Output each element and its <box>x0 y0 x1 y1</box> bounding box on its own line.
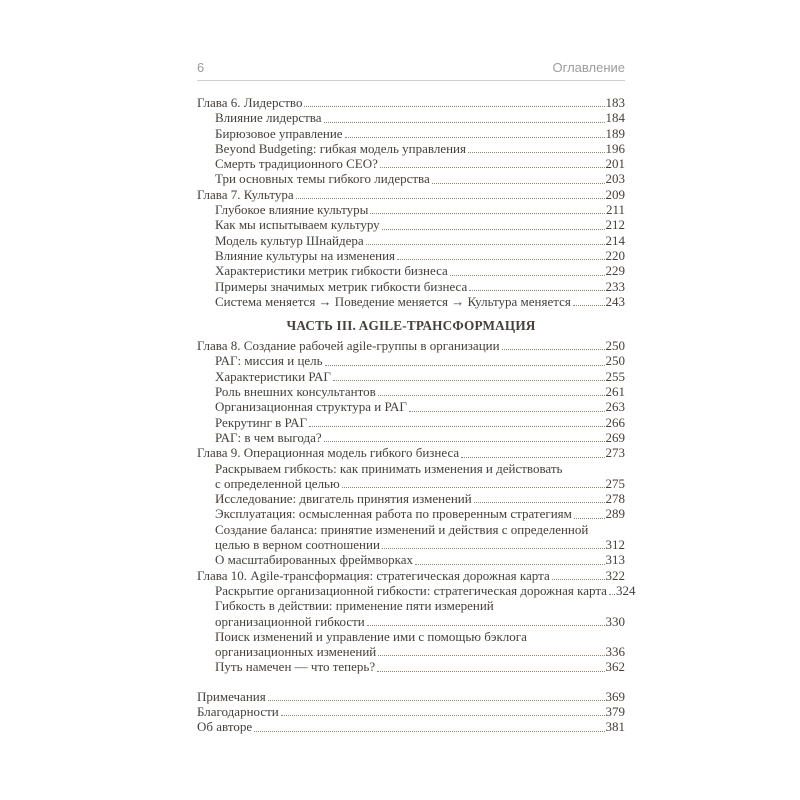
toc-entry-text: Характеристики РАГ <box>215 368 331 384</box>
toc-entry <box>197 445 625 460</box>
dot-leader <box>409 411 605 412</box>
dot-leader <box>324 441 605 442</box>
toc-page-number: 322 <box>605 567 625 583</box>
toc-entry <box>197 202 625 217</box>
toc-entry-text: Три основных темы гибкого лидерства <box>215 171 430 187</box>
toc-entry-text: Как мы испытываем культуру <box>215 217 380 233</box>
header-divider <box>197 80 625 81</box>
page-content <box>197 60 636 735</box>
dot-leader <box>397 259 604 260</box>
toc-entry <box>197 95 625 110</box>
toc-page-number: 250 <box>605 338 625 354</box>
toc-entry-text: организационной гибкости <box>215 613 365 629</box>
toc-entry-text: Глава 7. Культура <box>197 186 294 202</box>
toc-page-number: 211 <box>605 202 625 218</box>
toc-entry <box>197 369 625 384</box>
toc-entry-text: Система меняется → Поведение меняется → Культура меняется <box>215 293 571 309</box>
toc-entry <box>197 187 625 202</box>
dot-leader <box>450 275 605 276</box>
toc-page-number: 189 <box>605 125 625 141</box>
toc-entry <box>197 506 625 521</box>
section-gap <box>197 675 625 689</box>
toc-page-number: 263 <box>605 399 625 415</box>
toc-page-number: 275 <box>605 475 625 491</box>
toc-entry-text: Характеристики метрик гибкости бизнеса <box>215 263 448 279</box>
toc-page-number: 273 <box>605 445 625 461</box>
toc-entry-text: Об авторе <box>197 719 253 735</box>
dot-leader <box>469 290 604 291</box>
toc-entry <box>197 279 625 294</box>
toc-entry-text: Роль внешних консультантов <box>215 384 376 400</box>
toc-entry-text: Глава 9. Операционная модель гибкого бизнеса <box>197 445 460 461</box>
toc-page-number: 212 <box>605 217 625 233</box>
toc-entry-text: Смерть традиционного CEO? <box>215 156 378 172</box>
toc-entry <box>197 233 625 248</box>
dot-leader <box>382 548 605 549</box>
toc-page-number: 233 <box>605 278 625 294</box>
toc-page-number: 203 <box>605 171 625 187</box>
toc-entry <box>197 217 625 232</box>
toc-entry-text: Путь намечен — что теперь? <box>215 659 376 675</box>
toc-page-number: 278 <box>605 491 625 507</box>
toc-entry-text: Раскрытие организационной гибкости: стратегическая дорожная карта <box>215 582 607 598</box>
toc-entry-text: Рекрутинг в РАГ <box>215 414 308 430</box>
toc-entry-line: Раскрываем гибкость: как принимать изменения и действовать <box>215 460 563 476</box>
toc-entry <box>197 552 625 567</box>
toc-entry-text: Организационная структура и РАГ <box>215 399 407 415</box>
toc-entry <box>197 171 625 186</box>
toc-entry <box>197 141 625 156</box>
dot-leader <box>309 426 604 427</box>
dot-leader <box>333 380 605 381</box>
toc-entry-line: Поиск изменений и управление ими с помощью бэклога <box>215 628 527 644</box>
dot-leader <box>573 305 605 306</box>
toc-page-number: 312 <box>605 537 625 553</box>
toc-entry-text: Примеры значимых метрик гибкости бизнеса <box>215 278 468 294</box>
page-number: 6 <box>197 60 205 75</box>
toc-entry-text: Влияние культуры на изменения <box>215 247 396 263</box>
dot-leader <box>474 502 605 503</box>
dot-leader <box>325 365 605 366</box>
running-head: Оглавление <box>552 60 625 75</box>
toc-page-number: 229 <box>605 263 625 279</box>
toc-page-number: 183 <box>605 95 625 110</box>
toc-entry <box>197 384 625 399</box>
dot-leader <box>324 122 605 123</box>
toc-entry-text: РАГ: миссия и цель <box>215 353 323 369</box>
dot-leader <box>367 625 605 626</box>
dot-leader <box>370 213 605 214</box>
toc-entry <box>197 582 636 598</box>
toc-page-number: 243 <box>605 293 625 309</box>
toc-page-number: 313 <box>605 552 625 568</box>
toc-entry-text: Бирюзовое управление <box>215 125 343 141</box>
toc-page-number: 336 <box>605 644 625 660</box>
dot-leader <box>378 395 605 396</box>
toc-page-number: 330 <box>605 613 625 629</box>
toc-entry <box>197 126 625 141</box>
toc-section-heading: ЧАСТЬ III. AGILE-ТРАНСФОРМАЦИЯ <box>286 318 536 334</box>
toc-entry <box>197 614 625 629</box>
dot-leader <box>432 183 605 184</box>
toc-list <box>197 95 636 735</box>
toc-entry <box>197 704 625 719</box>
toc-entry-text: с определенной целью <box>215 475 340 491</box>
toc-entry-text: Модель культур Шнайдера <box>215 232 364 248</box>
toc-page-number: 362 <box>605 659 625 675</box>
toc-entry-text: О масштабированных фреймворках <box>215 552 413 568</box>
toc-entry-text: Beyond Budgeting: гибкая модель управления <box>215 140 466 156</box>
dot-leader <box>380 167 605 168</box>
toc-entry-text: организационных изменений <box>215 644 377 660</box>
dot-leader <box>296 198 605 199</box>
toc-page-number: 184 <box>605 110 625 126</box>
toc-entry <box>197 719 625 734</box>
toc-page-number: 379 <box>605 703 625 719</box>
toc-entry-text: Примечания <box>197 688 266 704</box>
toc-entry-text: Исследование: двигатель принятия изменений <box>215 491 472 507</box>
toc-entry <box>197 491 625 506</box>
toc-page-number: 289 <box>605 506 625 522</box>
toc-entry <box>197 568 625 583</box>
dot-leader <box>461 457 604 458</box>
toc-entry-text: целью в верном соотношении <box>215 537 380 553</box>
toc-entry-text: Глубокое влияние культуры <box>215 202 369 218</box>
toc-entry-text: Глава 6. Лидерство <box>197 95 303 110</box>
dot-leader <box>502 349 605 350</box>
toc-page-number: 369 <box>605 688 625 704</box>
toc-entry-text: Влияние лидерства <box>215 110 322 126</box>
toc-page-number: 196 <box>605 140 625 156</box>
dot-leader <box>281 715 605 716</box>
dot-leader <box>268 700 605 701</box>
toc-page-number: 250 <box>605 353 625 369</box>
dot-leader <box>574 518 605 519</box>
toc-entry-text: Глава 8. Создание рабочей agile-группы в организации <box>197 338 500 354</box>
toc-entry <box>197 399 625 414</box>
toc-entry <box>197 430 625 445</box>
dot-leader <box>304 106 604 107</box>
toc-entry <box>197 248 625 263</box>
dot-leader <box>552 579 605 580</box>
toc-entry <box>197 294 625 309</box>
toc-entry <box>197 338 625 353</box>
dot-leader <box>382 229 605 230</box>
toc-page-number: 266 <box>605 414 625 430</box>
toc-entry-text: Эксплуатация: осмысленная работа по проверенным стратегиям <box>215 506 572 522</box>
toc-entry <box>197 156 625 171</box>
toc-entry-text: Глава 10. Agile-трансформация: стратегическая дорожная карта <box>197 567 550 583</box>
dot-leader <box>468 152 605 153</box>
dot-leader <box>345 137 605 138</box>
toc-entry <box>197 476 625 491</box>
toc-entry-line: Создание баланса: принятие изменений и действия с определенной <box>215 521 589 537</box>
dot-leader <box>342 487 605 488</box>
toc-page-number: 255 <box>605 368 625 384</box>
dot-leader <box>366 244 605 245</box>
toc-page-number: 201 <box>605 156 625 172</box>
toc-entry <box>197 353 625 368</box>
dot-leader <box>609 594 615 595</box>
toc-page-number: 209 <box>605 186 625 202</box>
toc-entry <box>197 415 625 430</box>
toc-page-number: 214 <box>605 232 625 248</box>
toc-entry-text: Благодарности <box>197 703 279 719</box>
dot-leader <box>254 731 604 732</box>
toc-entry <box>197 110 625 125</box>
toc-page-number: 269 <box>605 429 625 445</box>
dot-leader <box>378 655 604 656</box>
toc-page-number: 324 <box>615 582 636 598</box>
toc-entry <box>197 689 625 704</box>
toc-entry <box>197 263 625 278</box>
toc-page-number: 220 <box>605 247 625 263</box>
toc-entry <box>197 537 625 552</box>
toc-entry <box>197 644 625 659</box>
toc-page-number: 381 <box>605 719 625 735</box>
page-header <box>197 61 625 75</box>
toc-page-number: 261 <box>605 384 625 400</box>
toc-entry-text: РАГ: в чем выгода? <box>215 429 322 445</box>
toc-entry-line: Гибкость в действии: применение пяти измерений <box>215 598 494 614</box>
toc-entry <box>197 659 625 674</box>
dot-leader <box>415 564 605 565</box>
dot-leader <box>377 671 604 672</box>
